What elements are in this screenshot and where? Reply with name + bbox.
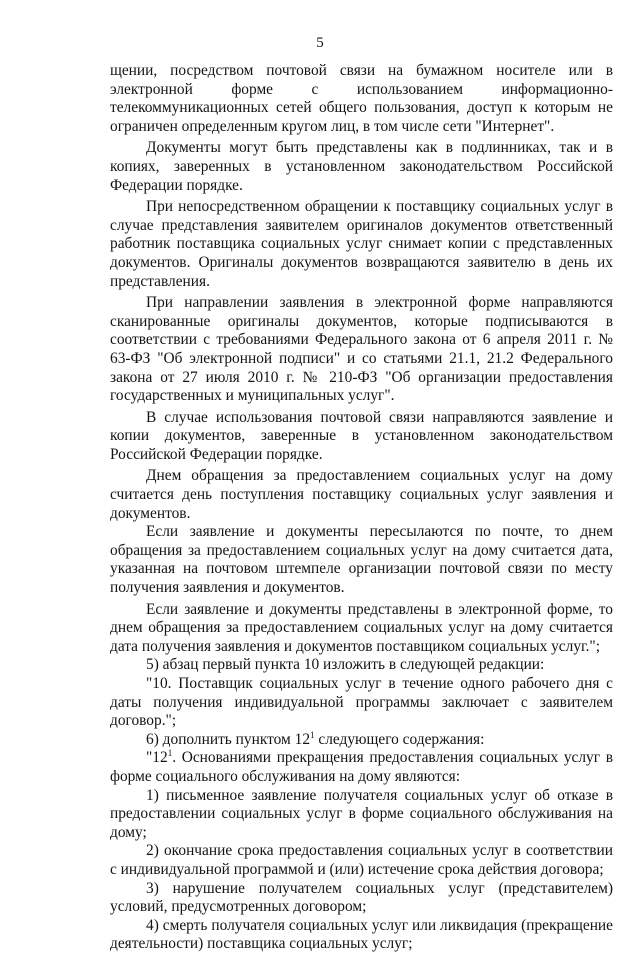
amendment-6-text: 6) дополнить пунктом 12 [146,730,311,748]
amendment-5-heading: 5) абзац первый пункта 10 изложить в следующей редакции: [146,656,545,674]
item-12-1-superscript: 1 [167,748,173,759]
ground-1: 1) письменное заявление получателя социальных услуг об отказе в предоставлении социальных услуг в форме социального обслуживания на дому; [110,786,613,841]
paragraph-3: При непосредственном обращении к поставщику социальных услуг в случае представления заявителем оригиналов документов ответственный работник поставщика социальных услуг снимает копии с представленных документов. Оригиналы документов возвращаются заявителю в день их представления. [110,198,613,290]
paragraph-5: В случае использования почтовой связи направляются заявление и копии документов, заверенные в установленном законодательством Российской Федерации порядке. [110,408,613,463]
ground-3: 3) нарушение получателем социальных услуг (представителем) условий, предусмотренных договором; [110,879,613,916]
document-body [110,62,613,954]
paragraph-2: Документы могут быть представлены как в подлинниках, так и в копиях, заверенных в установленном законодательством Российской Федерации порядке. [110,139,613,194]
item-12-1-text: . Основаниями прекращения предоставления социальных услуг в форме социального обслуживания на дому являются: [110,749,613,785]
paragraph-8: Если заявление и документы представлены в электронной форме, то днем обращения за предоставлением социальных услуг на дому считается дата получения заявления и документов поставщиком социальных услуг."; [110,600,613,655]
page-number: 5 [316,35,324,51]
ground-2: 2) окончание срока предоставления социальных услуг в соответствии с индивидуальной программой и (или) истечение срока действия договора; [110,842,613,878]
item-12-1-number: "12 [146,749,168,767]
paragraph-7: Если заявление и документы пересылаются по почте, то днем обращения за предоставлением социальных услуг на дому считается дата, указанная на почтовом штемпеле организации почтовой связи по месту получения заявления и документов. [110,523,613,597]
amendment-6-superscript: 1 [310,729,315,740]
amendment-6-heading [110,731,613,750]
amendment-6-text-end: следующего содержания: [314,730,485,748]
item-10-text: "10. Поставщик социальных услуг в течение одного рабочего дня с даты получения индивидуальной программы заключает с заявителем договор."; [110,675,613,730]
paragraph-6: Днем обращения за предоставлением социальных услуг на дому считается день поступления поставщику социальных услуг заявления и документов. [110,467,613,522]
paragraph-1: щении, посредством почтовой связи на бумажном носителе или в электронной форме с использованием информационно-телекоммуникационных сетей общего пользования, доступ к которым не ограничен определенным кругом лиц, в том числе сети "Интернет". [110,62,613,135]
item-12-1-intro [110,749,613,786]
paragraph-4: При направлении заявления в электронной форме направляются сканированные оригиналы документов, которые подписываются в соответствии с требованиями Федерального закона от 6 апреля 2011 г. № 63-ФЗ "Об электронной подписи" и со статьями 21.1, 21.2 Федерального закона от 27 июля 2010 г. № 210-ФЗ "Об организации предоставления государственных и муниципальных услуг". [110,294,613,405]
ground-4: 4) смерть получателя социальных услуг или ликвидация (прекращение деятельности) поставщика социальных услуг; [110,916,613,953]
